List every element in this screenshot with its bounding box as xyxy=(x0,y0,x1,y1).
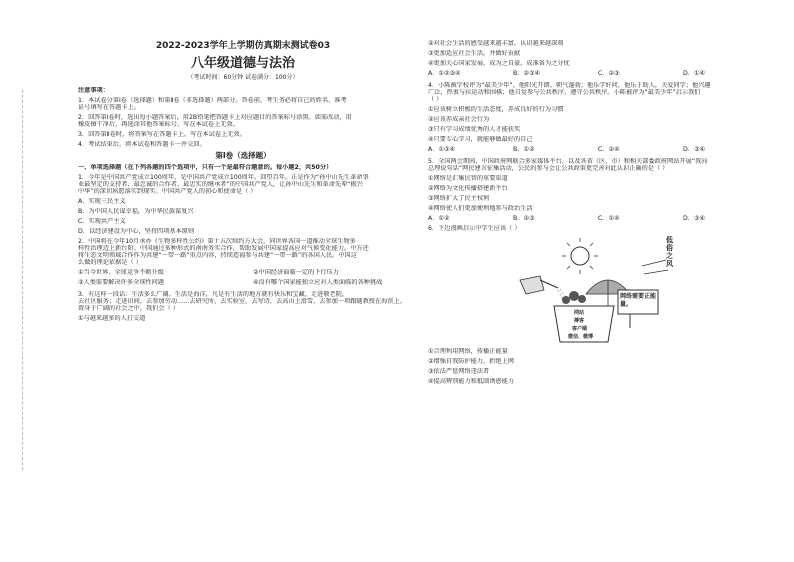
notes-heading: 注意事项： xyxy=(78,87,109,94)
q1-option: D．以经济建设为中心，坚持四项基本原则 xyxy=(78,228,195,235)
note-line: 2．回答第Ⅰ卷时，选出每小题答案后，用2B铅笔把答题卡上对应题目的答案标号涂黑。如需改动，用 xyxy=(78,114,352,121)
pot-label: 客户端 xyxy=(572,326,588,332)
q5-option: ③网络扩大了民主权利 xyxy=(428,195,490,202)
section-instruction: 一、单项选择题（在下列各题的四个选项中，只有一个是最符合题意的。每小题2，共50分） xyxy=(78,164,333,171)
q3-choice: D．①④ xyxy=(683,70,706,77)
q6-cartoon xyxy=(518,236,678,344)
q5-choice: D．③④ xyxy=(683,215,706,222)
left-column xyxy=(78,40,408,322)
q5-choice: A．①② xyxy=(428,215,450,222)
q1-option: A．实现三民主义 xyxy=(78,198,126,205)
q5-line: 总理说句话”网民建言征集活动，公民的参与会让公共政策更完善对此认识正确的是（ ） xyxy=(428,165,669,172)
right-column xyxy=(428,40,768,385)
q2-option: ②中国经济面临一定的下行压力 xyxy=(253,269,339,276)
q6-option: ③依法严惩网络违法者 xyxy=(428,368,490,375)
q1-option: B．为中国人民谋幸福，为中华民族谋复兴 xyxy=(78,208,194,215)
q6-stem: 6．下边漫画启示中学生应该（ ） xyxy=(428,225,521,232)
q1-line: 业最坚定的支持者、最忠诚的合作者、最忠实的继承者”的中国共产党人，让孙中山先生和革命先辈“振兴 xyxy=(78,181,363,188)
fold-line xyxy=(8,90,23,470)
q6-option: ④提高辨别能力和抵制诱惑能力 xyxy=(428,378,514,385)
exam-title: 2022-2023学年上学期仿真期末测试卷03 xyxy=(155,41,331,51)
q5-line: 5．全国两会期间，中国政府网联合多家媒体平台，以及各省（区、市）和相关部委政府网站开展“我向 xyxy=(428,158,708,165)
note-line: 证号填写在答题卡上。 xyxy=(78,104,140,111)
q4-line: （ ） xyxy=(428,96,443,103)
section-title: 第Ⅰ卷（选择题） xyxy=(215,151,271,160)
q3-line: 3．有这样一段话：生活多么广阔。生活是海洋，凡是有生活的地方就有快乐和宝藏。走进敬老院， xyxy=(78,291,348,298)
q2-option: ③人类需要解决许多全球性问题 xyxy=(78,279,164,286)
q3-line: 去社区服务；走进田间，去参加劳动……去研究所，去实验室，去写诗，去高山上滑雪，去参加一项跟随教授在海滨上。 xyxy=(78,298,406,305)
pot-label: 微信、微博 xyxy=(568,334,594,340)
q2-line: 么做的理论依据是（ ） xyxy=(78,259,142,266)
q4-choice: B．①② xyxy=(513,146,535,153)
q4-line: 广泛，热衷与拉运动和围棋；他自觉参与公共秩序，遵守公共秩序。小陈被评为“最美少年”启示我们 xyxy=(428,89,701,96)
q3-choice: C．②③ xyxy=(598,70,620,77)
q4-option: ①应该树立积极的生活态度，养成良好的行为习惯 xyxy=(428,106,564,113)
q2-line: 将生态文明领域合作作为共建“一带一路”重点内容，持续造福参与共建“一带一路”的各国人民。中国这 xyxy=(78,252,357,259)
q5-choice: B．②③ xyxy=(513,215,535,222)
q3-choice: A．①②③④ xyxy=(428,70,461,77)
note-line: 1．本试卷分第Ⅰ卷（选择题）和第Ⅱ卷（非选择题）两部分。答卷前，考生务必将自己的姓名、准考 xyxy=(78,97,347,104)
cartoon-side-label: 低俗之风 xyxy=(666,236,673,268)
exam-meta: （考试时间：60分钟 试卷满分：100分） xyxy=(187,74,299,81)
q1-option: C．实现共产主义 xyxy=(78,218,126,225)
note-line: 4．考试结束后，将本试卷和答题卡一并交回。 xyxy=(78,141,206,148)
q3-line: 置身于广阔的社会之中，我们会（ ） xyxy=(78,305,179,312)
q6-option: ②增强自我防护能力，拒绝上网 xyxy=(428,358,514,365)
q4-choice: C．②④ xyxy=(598,146,620,153)
q6-option: ①合理利用网络，传播正能量 xyxy=(428,348,508,355)
q2-line: 2．中国将在今年10月承办《生物多样性公约》第十五次缔约方大会，同世界各国一道推动全球生物多 xyxy=(78,238,356,245)
q3-option: ③更加适应社会生活，并做好贡献 xyxy=(428,50,521,57)
q5-option: ②网络为文化传播搭建新平台 xyxy=(428,185,508,192)
q4-option: ③只有学习成绩优秀的人才能获奖 xyxy=(428,126,521,133)
subject-title: 八年级道德与法治 xyxy=(190,56,295,71)
q2-option: ④没有哪个国家能独立应对人类面临的各种挑战 xyxy=(253,279,383,286)
pot-label: 搏客 xyxy=(574,318,585,324)
note-line: 橡皮擦干净后，再选涂其他答案标号。写在本试卷上无效。 xyxy=(78,121,239,128)
q2-option: ①当今世界，全球竞争不断升级 xyxy=(78,269,164,276)
q5-option: ④网络使人们更加便利地参与政治生活 xyxy=(428,205,533,212)
q5-option: ①网络是汇集民智的重要渠道 xyxy=(428,175,508,182)
q3-option: ①与越来越多的人打交道 xyxy=(78,315,146,322)
cartoon-drawing xyxy=(518,236,678,344)
q1-line: 1．今年是中国共产党成立100周年，是中国共产党成立100周年。回望百年，正是作为“孙中山先生革命事 xyxy=(78,174,369,181)
q1-line: 中华”的深切夙愿落实到现实。中国共产党人的初心和使命是（ ） xyxy=(78,188,257,195)
note-line: 3．回答第Ⅱ卷时，将答案写在答题卡上。写在本试卷上无效。 xyxy=(78,131,246,138)
q4-option: ④只要专心学习，就能够做最好的自己 xyxy=(428,136,533,143)
q5-choice: C．①④ xyxy=(598,215,620,222)
q3-choice: B．②③④ xyxy=(513,70,541,77)
q4-choice: D．③④ xyxy=(683,146,706,153)
q4-line: 4．小陈被学校评为“最美少年”。他阳光开朗、朝气蓬勃；他乐学好问，他乐于助人，关爱同学；他兴趣 xyxy=(428,82,711,89)
q3-option: ④更加关心国家发展，成为之自豪，成准备为之分忧 xyxy=(428,60,570,67)
binding-margin xyxy=(0,0,70,562)
q3-option: ②对社会生活的感受越来越丰富，认识越来越深刻 xyxy=(428,40,564,47)
cartoon-sign: 网络需要正能量。 xyxy=(620,293,657,308)
q2-line: 样性治理迈上新台阶。中国通过多种形式的南南务实合作，帮助发展中国家提高应对气候变化能力。中方还 xyxy=(78,245,369,252)
q4-choice: A．①③④ xyxy=(428,146,456,153)
pot-label: 网站 xyxy=(574,310,585,316)
q4-option: ②应该养成亲社会行为 xyxy=(428,116,490,123)
